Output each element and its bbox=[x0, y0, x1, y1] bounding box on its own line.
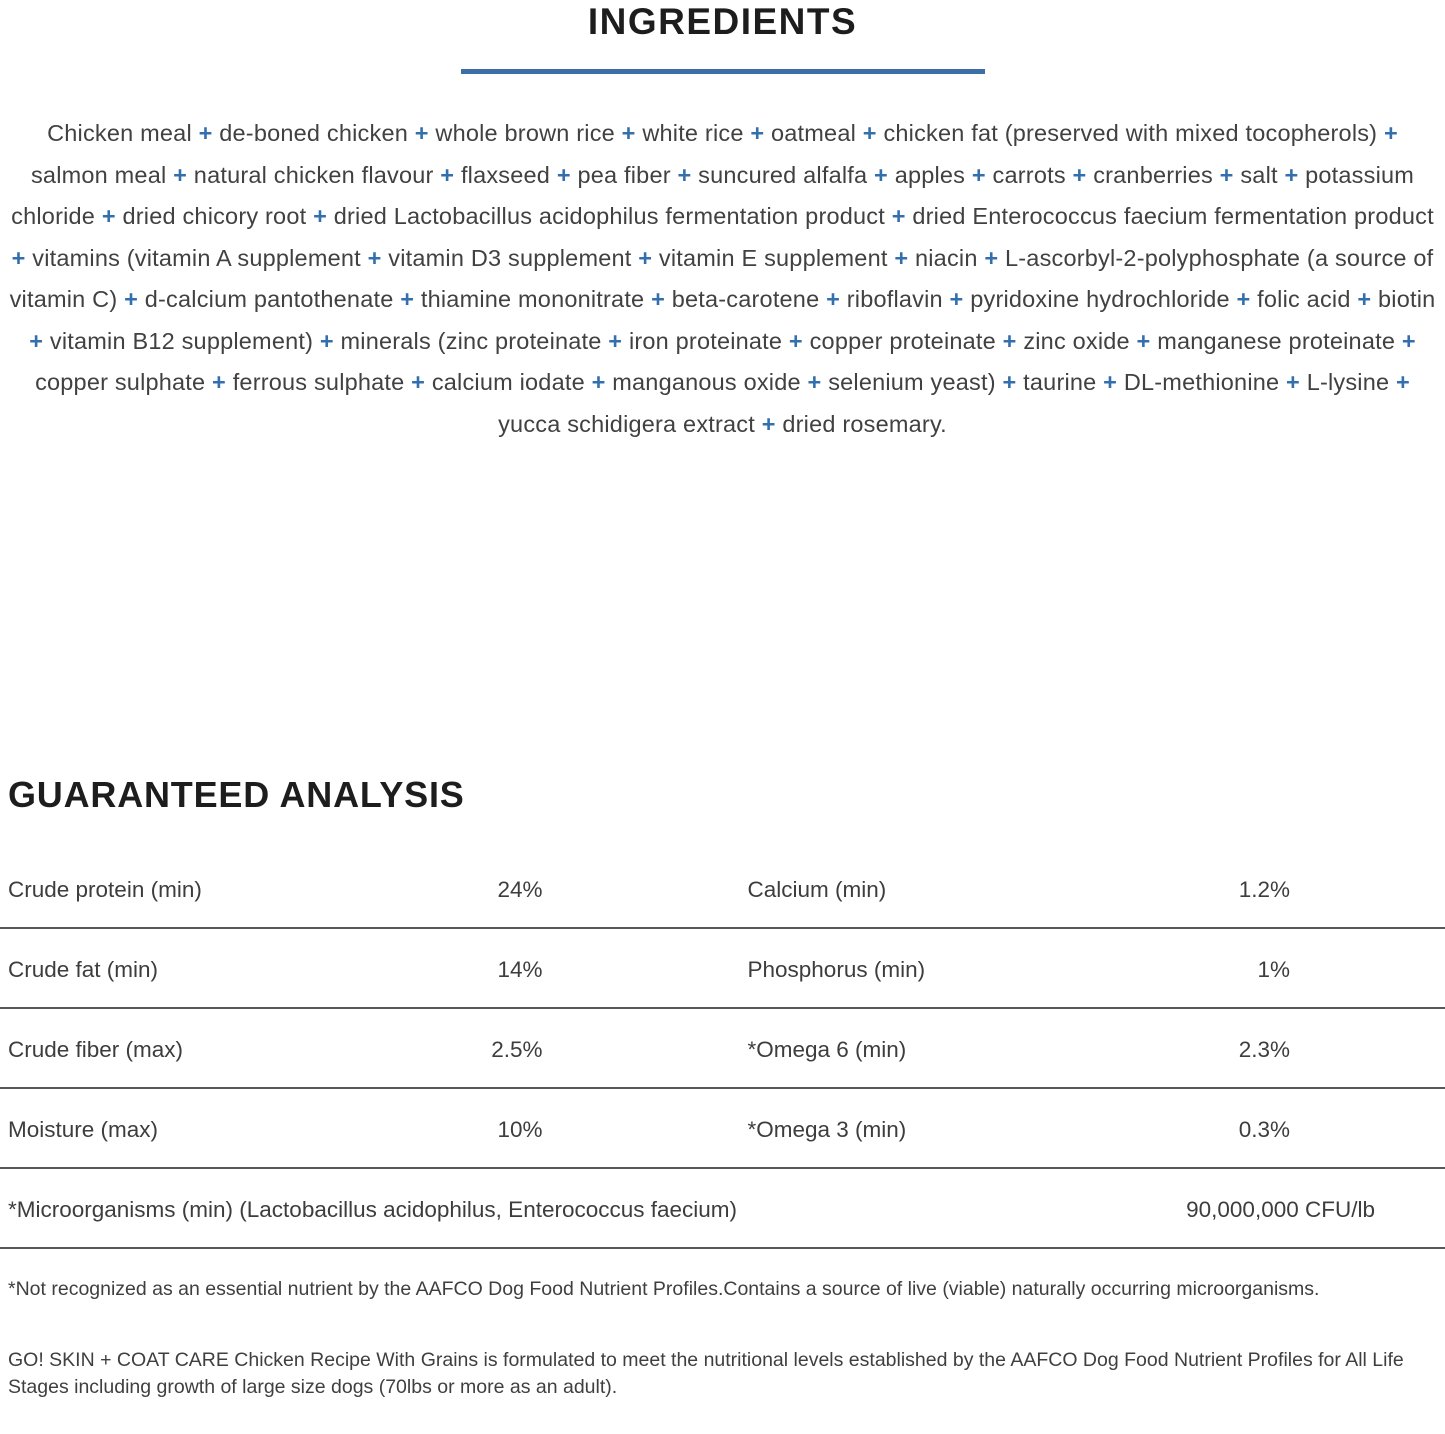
plus-separator: + bbox=[1402, 328, 1416, 354]
analysis-value: 2.3% bbox=[1239, 1036, 1290, 1064]
plus-separator: + bbox=[1284, 162, 1298, 188]
plus-separator: + bbox=[638, 245, 652, 271]
plus-separator: + bbox=[622, 120, 636, 146]
plus-separator: + bbox=[608, 328, 622, 354]
ingredients-title: INGREDIENTS bbox=[0, 2, 1445, 42]
analysis-value-microorganisms: 90,000,000 CFU/lb bbox=[1186, 1196, 1375, 1224]
plus-separator: + bbox=[1384, 120, 1398, 146]
plus-separator: + bbox=[984, 245, 998, 271]
plus-separator: + bbox=[863, 120, 877, 146]
plus-separator: + bbox=[557, 162, 571, 188]
plus-separator: + bbox=[411, 369, 425, 395]
plus-separator: + bbox=[173, 162, 187, 188]
guaranteed-analysis-title: GUARANTEED ANALYSIS bbox=[8, 775, 1445, 815]
plus-separator: + bbox=[313, 203, 327, 229]
table-cell-left bbox=[0, 956, 723, 984]
analysis-label: Calcium (min) bbox=[748, 876, 887, 904]
plus-separator: + bbox=[677, 162, 691, 188]
table-row bbox=[0, 1009, 1445, 1089]
plus-separator: + bbox=[592, 369, 606, 395]
plus-separator: + bbox=[212, 369, 226, 395]
plus-separator: + bbox=[400, 286, 414, 312]
plus-separator: + bbox=[1220, 162, 1234, 188]
table-row-microorganisms bbox=[0, 1169, 1445, 1249]
plus-separator: + bbox=[762, 411, 776, 437]
analysis-label: Crude fat (min) bbox=[8, 956, 158, 984]
plus-separator: + bbox=[894, 245, 908, 271]
plus-separator: + bbox=[1357, 286, 1371, 312]
table-cell-left bbox=[0, 1036, 723, 1064]
footnote-aafco-nutrient: *Not recognized as an essential nutrient by the AAFCO Dog Food Nutrient Profiles.Contains a source of live (viable) naturally occurring microorganisms. bbox=[8, 1276, 1437, 1303]
title-underline-rule bbox=[461, 69, 985, 74]
analysis-label-microorganisms: *Microorganisms (min) (Lactobacillus acidophilus, Enterococcus faecium) bbox=[8, 1196, 737, 1224]
analysis-label: *Omega 6 (min) bbox=[748, 1036, 907, 1064]
plus-separator: + bbox=[29, 328, 43, 354]
analysis-label: Moisture (max) bbox=[8, 1116, 158, 1144]
analysis-value: 24% bbox=[497, 876, 542, 904]
plus-separator: + bbox=[972, 162, 986, 188]
plus-separator: + bbox=[1073, 162, 1087, 188]
table-row bbox=[0, 849, 1445, 929]
plus-separator: + bbox=[892, 203, 906, 229]
analysis-value: 1% bbox=[1257, 956, 1290, 984]
plus-separator: + bbox=[320, 328, 334, 354]
plus-separator: + bbox=[1003, 328, 1017, 354]
plus-separator: + bbox=[199, 120, 213, 146]
table-cell-right bbox=[723, 876, 1445, 904]
product-nutrition-panel bbox=[0, 2, 1445, 1434]
analysis-label: *Omega 3 (min) bbox=[748, 1116, 907, 1144]
plus-separator: + bbox=[1236, 286, 1250, 312]
plus-separator: + bbox=[415, 120, 429, 146]
table-cell-left bbox=[0, 876, 723, 904]
table-cell-right bbox=[723, 1036, 1445, 1064]
plus-separator: + bbox=[368, 245, 382, 271]
plus-separator: + bbox=[874, 162, 888, 188]
table-row bbox=[0, 929, 1445, 1009]
analysis-label: Crude fiber (max) bbox=[8, 1036, 183, 1064]
ingredients-header bbox=[0, 2, 1445, 74]
plus-separator: + bbox=[950, 286, 964, 312]
guaranteed-analysis-table bbox=[0, 849, 1445, 1169]
analysis-value: 2.5% bbox=[491, 1036, 542, 1064]
plus-separator: + bbox=[789, 328, 803, 354]
analysis-value: 10% bbox=[497, 1116, 542, 1144]
plus-separator: + bbox=[440, 162, 454, 188]
plus-separator: + bbox=[12, 245, 26, 271]
plus-separator: + bbox=[102, 203, 116, 229]
plus-separator: + bbox=[124, 286, 138, 312]
table-cell-right bbox=[723, 956, 1445, 984]
plus-separator: + bbox=[1137, 328, 1151, 354]
analysis-value: 14% bbox=[497, 956, 542, 984]
table-cell-right bbox=[723, 1116, 1445, 1144]
plus-separator: + bbox=[1286, 369, 1300, 395]
plus-separator: + bbox=[1003, 369, 1017, 395]
plus-separator: + bbox=[826, 286, 840, 312]
plus-separator: + bbox=[1103, 369, 1117, 395]
plus-separator: + bbox=[808, 369, 822, 395]
plus-separator: + bbox=[750, 120, 764, 146]
formulation-statement: GO! SKIN + COAT CARE Chicken Recipe With Grains is formulated to meet the nutritional levels established by the AAFCO Dog Food Nutrient Profiles for All Life Stages including growth of large size dogs (70lbs or more as an adult). bbox=[8, 1347, 1437, 1401]
analysis-label: Crude protein (min) bbox=[8, 876, 202, 904]
ingredients-list: Chicken meal + de-boned chicken + whole brown rice + white rice + oatmeal + chicken fat (preserved with mixed tocopherols) + salmon meal + natural chicken flavour + flaxseed + pea fiber + suncured alfalfa + apples + carrots + cranberries + salt + potassium chloride + dried chicory root + dried Lactobacillus acidophilus fermentation product + dried Enterococcus faecium fermentation product + vitamins (vitamin A supplement + vitamin D3 supplement + vitamin E supplement + niacin + L-ascorbyl-2-polyphosphate (a source of vitamin C) + d-calcium pantothenate + thiamine mononitrate + beta-carotene + riboflavin + pyridoxine hydrochloride + folic acid + biotin + vitamin B12 supplement) + minerals (zinc proteinate + iron proteinate + copper proteinate + zinc oxide + manganese proteinate + copper sulphate + ferrous sulphate + calcium iodate + manganous oxide + selenium yeast) + taurine + DL-methionine + L-lysine + yucca schidigera extract + dried rosemary. bbox=[8, 113, 1438, 445]
analysis-value: 1.2% bbox=[1239, 876, 1290, 904]
table-row bbox=[0, 1089, 1445, 1169]
plus-separator: + bbox=[1396, 369, 1410, 395]
analysis-label: Phosphorus (min) bbox=[748, 956, 926, 984]
plus-separator: + bbox=[651, 286, 665, 312]
analysis-value: 0.3% bbox=[1239, 1116, 1290, 1144]
table-cell-left bbox=[0, 1116, 723, 1144]
